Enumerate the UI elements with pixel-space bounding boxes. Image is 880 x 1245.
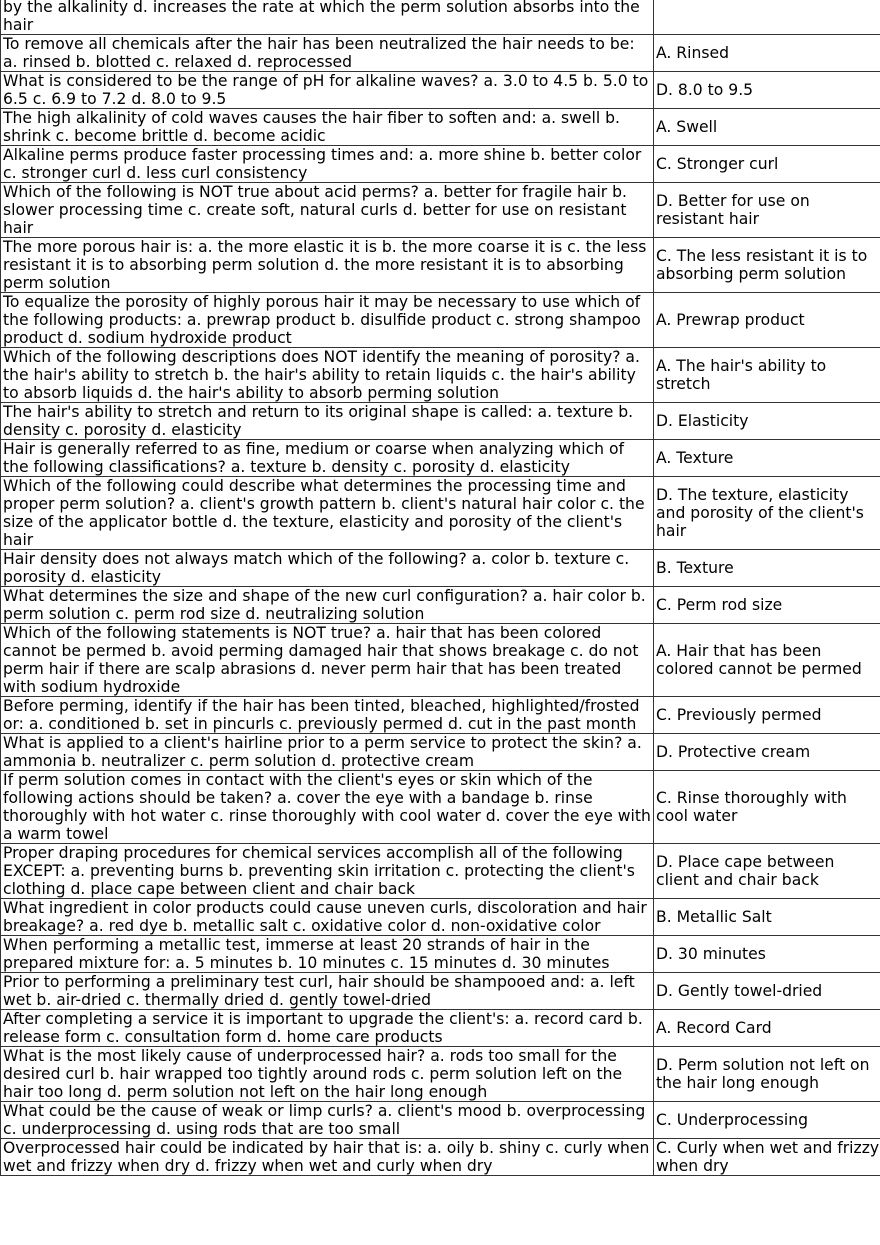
question-cell: Proper draping procedures for chemical services accomplish all of the following EXCEPT: a. preventing burns b. preventing skin irritation c. protecting the client's clothing d. place cape between client and chair back xyxy=(1,844,654,899)
answer-cell: A. The hair's ability to stretch xyxy=(654,348,880,403)
table-row xyxy=(1,348,880,403)
table-row xyxy=(1,1102,880,1139)
question-cell: What is the most likely cause of underprocessed hair? a. rods too small for the desired curl b. hair wrapped too tightly around rods c. perm solution left on the hair too long d. perm solution not left on the hair long enough xyxy=(1,1047,654,1102)
table-row xyxy=(1,587,880,624)
table-row xyxy=(1,0,880,35)
question-cell: The high alkalinity of cold waves causes the hair fiber to soften and: a. swell b. shrink c. become brittle d. become acidic xyxy=(1,109,654,146)
question-cell: Overprocessed hair could be indicated by hair that is: a. oily b. shiny c. curly when wet and frizzy when dry d. frizzy when wet and curly when dry xyxy=(1,1139,654,1176)
answer-cell: B. Metallic Salt xyxy=(654,899,880,936)
question-cell: What ingredient in color products could cause uneven curls, discoloration and hair breakage? a. red dye b. metallic salt c. oxidative color d. non-oxidative color xyxy=(1,899,654,936)
table-row xyxy=(1,293,880,348)
answer-cell: A. Rinsed xyxy=(654,35,880,72)
question-cell: Which of the following statements is NOT true? a. hair that has been colored cannot be permed b. avoid perming damaged hair that shows breakage c. do not perm hair if there are scalp abrasions d. never perm hair that has been treated with sodium hydroxide xyxy=(1,624,654,697)
answer-cell: C. The less resistant it is to absorbing perm solution xyxy=(654,238,880,293)
table-row xyxy=(1,771,880,844)
question-cell: What is considered to be the range of pH for alkaline waves? a. 3.0 to 4.5 b. 5.0 to 6.5 c. 6.9 to 7.2 d. 8.0 to 9.5 xyxy=(1,72,654,109)
table-row xyxy=(1,109,880,146)
answer-cell: D. Perm solution not left on the hair long enough xyxy=(654,1047,880,1102)
question-cell: Alkaline perms produce faster processing times and: a. more shine b. better color c. stronger curl d. less curl consistency xyxy=(1,146,654,183)
question-cell: The hair's ability to stretch and return to its original shape is called: a. texture b. density c. porosity d. elasticity xyxy=(1,403,654,440)
table-row xyxy=(1,697,880,734)
question-answer-rows xyxy=(1,0,880,1176)
answer-cell: D. Protective cream xyxy=(654,734,880,771)
question-cell: The more porous hair is: a. the more elastic it is b. the more coarse it is c. the less resistant it is to absorbing perm solution d. the more resistant it is to absorbing perm solution xyxy=(1,238,654,293)
question-cell: After completing a service it is important to upgrade the client's: a. record card b. release form c. consultation form d. home care products xyxy=(1,1010,654,1047)
question-cell: Which of the following descriptions does NOT identify the meaning of porosity? a. the hair's ability to stretch b. the hair's ability to retain liquids c. the hair's ability to absorb liquids d. the hair's ability to absorb perming solution xyxy=(1,348,654,403)
answer-cell: C. Curly when wet and frizzy when dry xyxy=(654,1139,880,1176)
table-row xyxy=(1,973,880,1010)
table-row xyxy=(1,35,880,72)
table-row xyxy=(1,844,880,899)
table-row xyxy=(1,1010,880,1047)
question-cell: What determines the size and shape of the new curl configuration? a. hair color b. perm solution c. perm rod size d. neutralizing solution xyxy=(1,587,654,624)
table-row xyxy=(1,146,880,183)
answer-cell: D. 8.0 to 9.5 xyxy=(654,72,880,109)
question-cell: Hair is generally referred to as fine, medium or coarse when analyzing which of the following classifications? a. texture b. density c. porosity d. elasticity xyxy=(1,440,654,477)
question-cell: What is applied to a client's hairline prior to a perm service to protect the skin? a. ammonia b. neutralizer c. perm solution d. protective cream xyxy=(1,734,654,771)
question-cell: Which of the following could describe what determines the processing time and proper perm solution? a. client's growth pattern b. client's natural hair color c. the size of the applicator bottle d. the texture, elasticity and porosity of the client's hair xyxy=(1,477,654,550)
table-row xyxy=(1,1047,880,1102)
answer-cell: C. Underprocessing xyxy=(654,1102,880,1139)
question-cell: To remove all chemicals after the hair has been neutralized the hair needs to be: a. rinsed b. blotted c. relaxed d. reprocessed xyxy=(1,35,654,72)
table-row xyxy=(1,734,880,771)
question-cell: Hair density does not always match which of the following? a. color b. texture c. porosity d. elasticity xyxy=(1,550,654,587)
table-row xyxy=(1,477,880,550)
table-row xyxy=(1,550,880,587)
table-row xyxy=(1,936,880,973)
answer-cell: A. Hair that has been colored cannot be permed xyxy=(654,624,880,697)
question-cell: What could be the cause of weak or limp curls? a. client's mood b. overprocessing c. underprocessing d. using rods that are too small xyxy=(1,1102,654,1139)
answer-cell: C. Previously permed xyxy=(654,697,880,734)
answer-cell: B. Texture xyxy=(654,550,880,587)
answer-cell: D. Gently towel-dried xyxy=(654,973,880,1010)
question-cell: Before perming, identify if the hair has been tinted, bleached, highlighted/frosted or: a. conditioned b. set in pincurls c. previously permed d. cut in the past month xyxy=(1,697,654,734)
answer-cell: D. Elasticity xyxy=(654,403,880,440)
answer-cell: A. Swell xyxy=(654,109,880,146)
question-cell: Which of the following is NOT true about acid perms? a. better for fragile hair b. slower processing time c. create soft, natural curls d. better for use on resistant hair xyxy=(1,183,654,238)
answer-cell: A. Prewrap product xyxy=(654,293,880,348)
answer-cell: D. 30 minutes xyxy=(654,936,880,973)
answer-cell: A. Record Card xyxy=(654,1010,880,1047)
answer-cell: D. The texture, elasticity and porosity of the client's hair xyxy=(654,477,880,550)
answer-cell: C. Rinse thoroughly with cool water xyxy=(654,771,880,844)
answer-cell xyxy=(654,0,880,35)
answer-cell: D. Place cape between client and chair back xyxy=(654,844,880,899)
question-cell: When performing a metallic test, immerse at least 20 strands of hair in the prepared mixture for: a. 5 minutes b. 10 minutes c. 15 minutes d. 30 minutes xyxy=(1,936,654,973)
table-row xyxy=(1,238,880,293)
table-row xyxy=(1,183,880,238)
table-row xyxy=(1,624,880,697)
table-row xyxy=(1,899,880,936)
table-row xyxy=(1,440,880,477)
answer-cell: C. Perm rod size xyxy=(654,587,880,624)
answer-cell: D. Better for use on resistant hair xyxy=(654,183,880,238)
table-row xyxy=(1,403,880,440)
question-cell: Prior to performing a preliminary test curl, hair should be shampooed and: a. left wet b. air-dried c. thermally dried d. gently towel-dried xyxy=(1,973,654,1010)
question-cell: by the alkalinity d. increases the rate at which the perm solution absorbs into the hair xyxy=(1,0,654,35)
question-cell: To equalize the porosity of highly porous hair it may be necessary to use which of the following products: a. prewrap product b. disulfide product c. strong shampoo product d. sodium hydroxide product xyxy=(1,293,654,348)
question-cell: If perm solution comes in contact with the client's eyes or skin which of the following actions should be taken? a. cover the eye with a bandage b. rinse thoroughly with hot water c. rinse thoroughly with cool water d. cover the eye with a warm towel xyxy=(1,771,654,844)
answer-cell: A. Texture xyxy=(654,440,880,477)
answer-cell: C. Stronger curl xyxy=(654,146,880,183)
table-row xyxy=(1,72,880,109)
table-row xyxy=(1,1139,880,1176)
